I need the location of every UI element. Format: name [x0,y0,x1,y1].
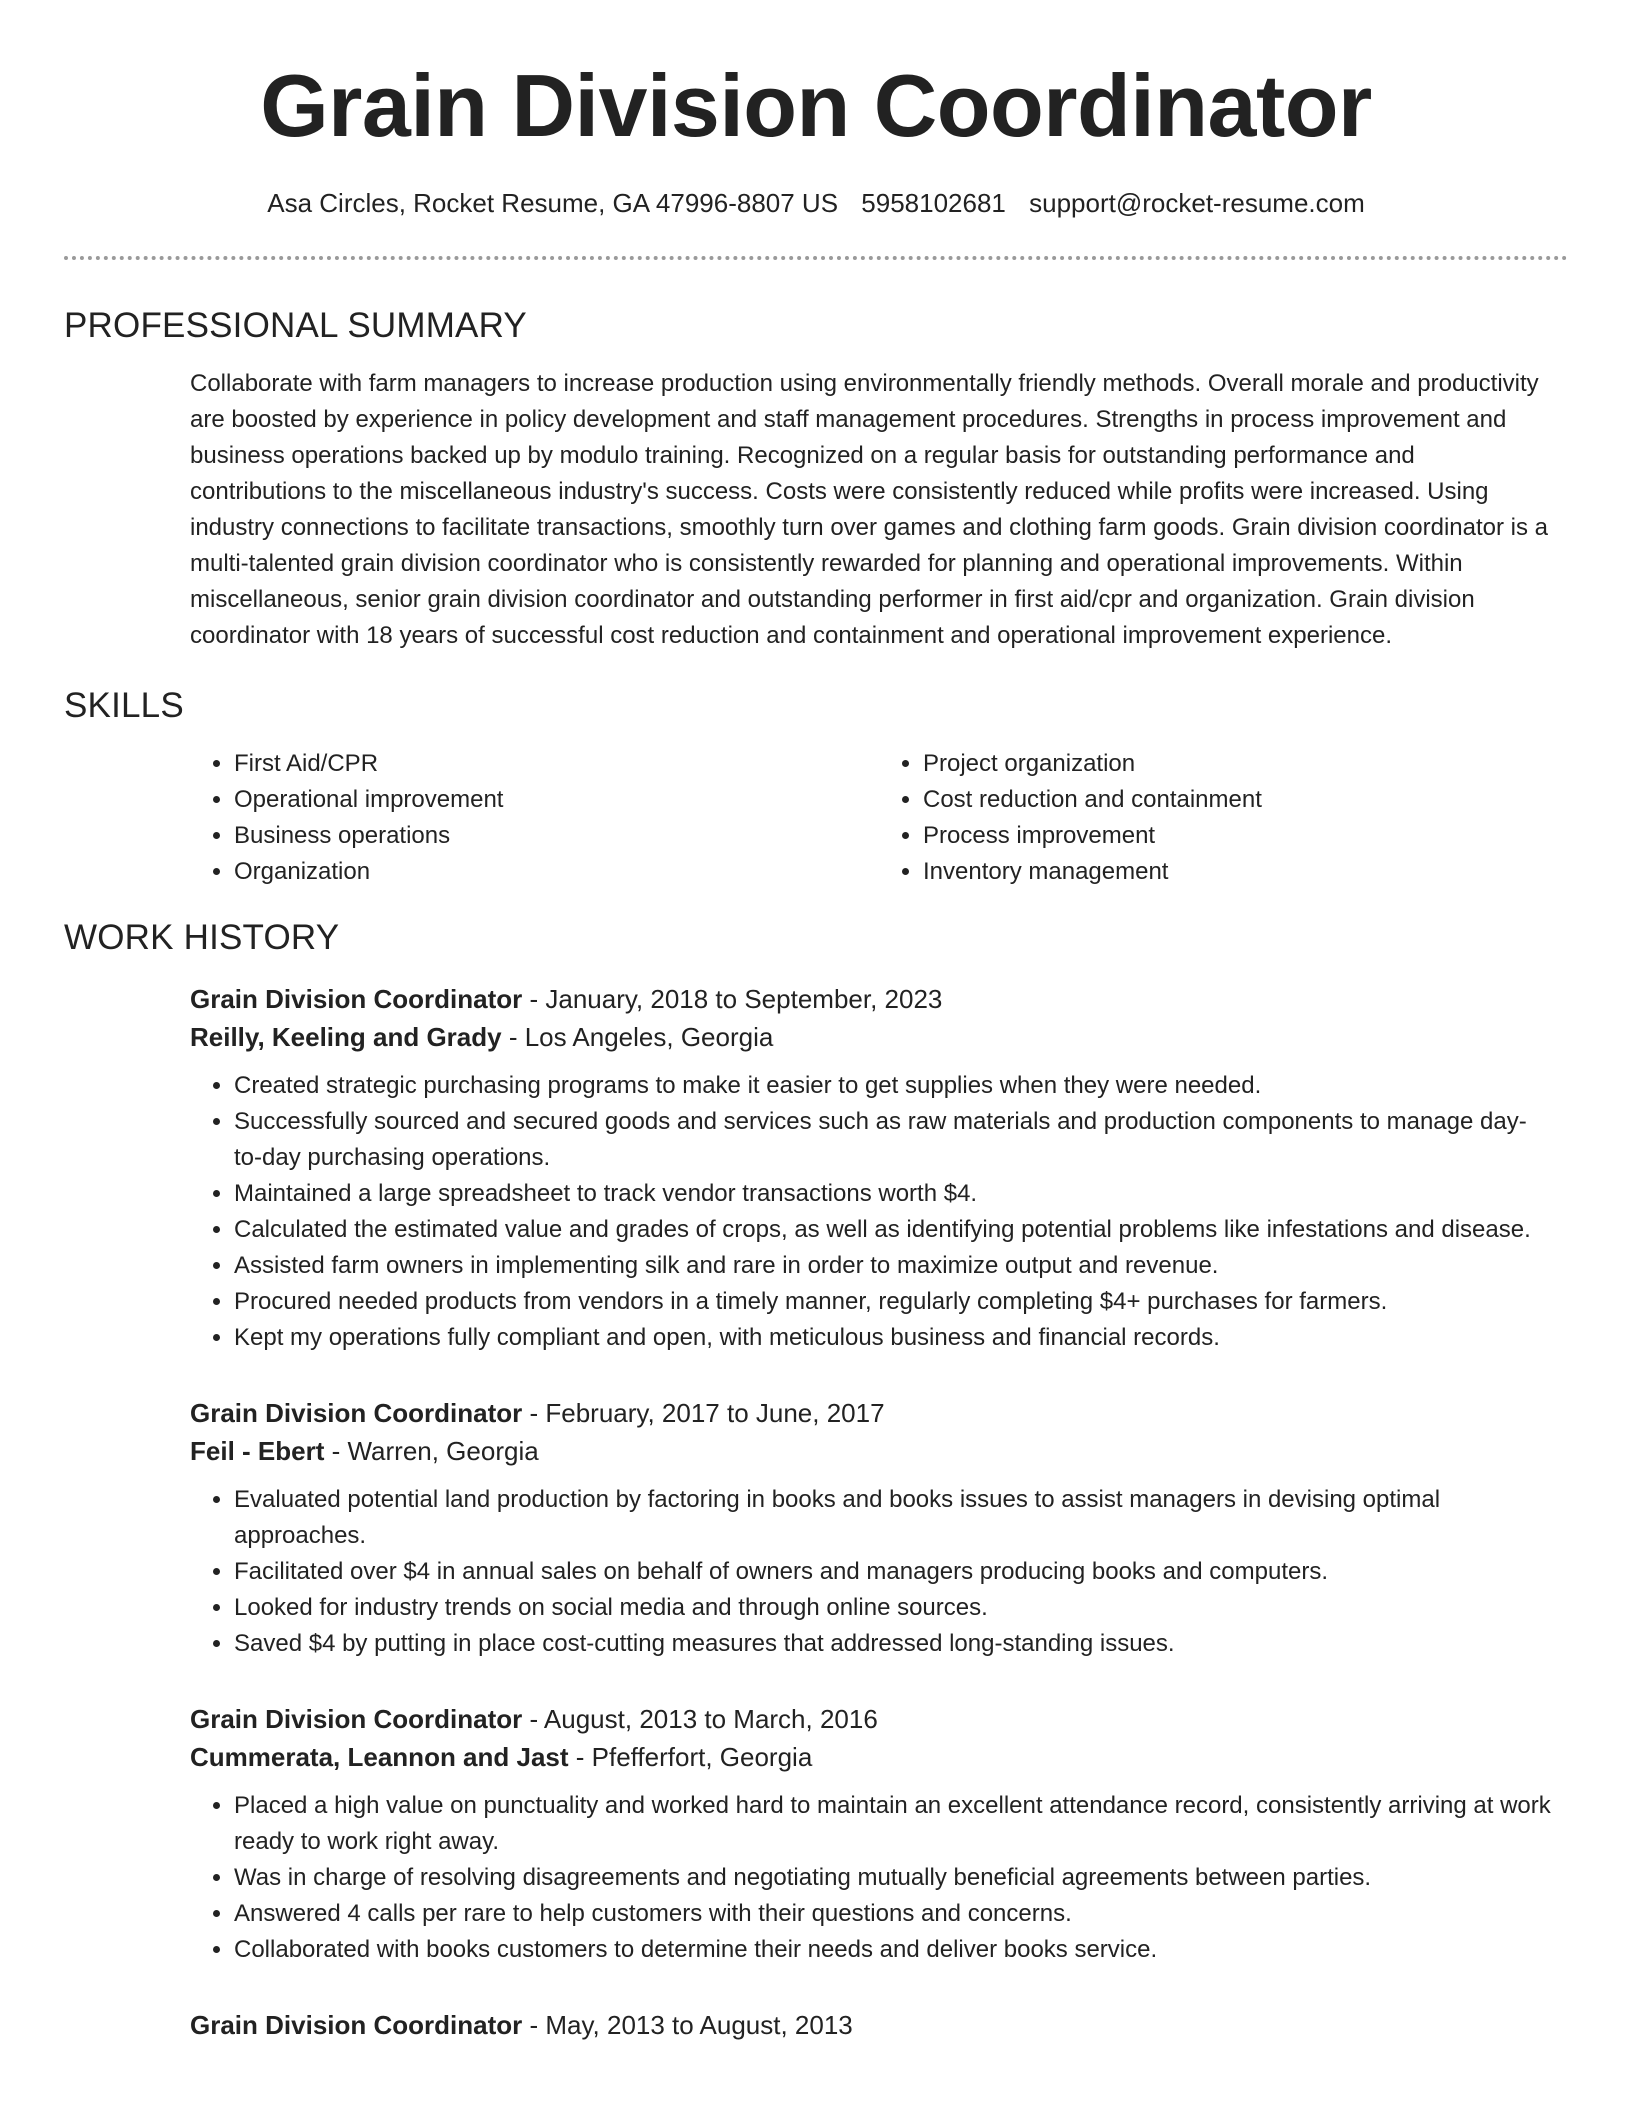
job-location: - Warren, Georgia [324,1436,539,1466]
job-bullet: • Collaborated with books customers to determine their needs and deliver books service. [234,1932,1552,1968]
job-title-line [190,1700,1552,1738]
job-entry [190,980,1552,1356]
job-company: Feil - Ebert [190,1436,325,1466]
job-title: Grain Division Coordinator [190,984,523,1014]
job-bullet: • Maintained a large spreadsheet to track vendor transactions worth $4. [234,1176,1552,1212]
candidate-name: Grain Division Coordinator [260,56,1372,155]
contact-line [0,186,1632,220]
job-company-line [190,1432,1552,1470]
job-title: Grain Division Coordinator [190,1398,523,1428]
job-entry [190,1394,1552,1662]
job-dates: - August, 2013 to March, 2016 [522,1704,878,1734]
work-history-heading: WORK HISTORY [64,918,340,957]
job-bullet: • Answered 4 calls per rare to help customers with their questions and concerns. [234,1896,1552,1932]
job-entry [190,2006,1552,2044]
skill-item: • Cost reduction and containment [923,782,1568,818]
skills-column-left [190,746,879,890]
job-bullets [190,1068,1552,1356]
job-company: Reilly, Keeling and Grady [190,1022,502,1052]
job-bullet: • Kept my operations fully compliant and open, with meticulous business and financial records. [234,1320,1552,1356]
job-location: - Los Angeles, Georgia [501,1022,774,1052]
contact-email[interactable]: support@rocket-resume.com [1029,188,1365,218]
skills-heading: SKILLS [64,686,184,725]
job-title: Grain Division Coordinator [190,2010,523,2040]
skill-item: • First Aid/CPR [234,746,879,782]
skill-item: • Operational improvement [234,782,879,818]
job-bullet: • Successfully sourced and secured goods and services such as raw materials and production components to manage day-to-day purchasing operations. [234,1104,1552,1176]
job-dates: - May, 2013 to August, 2013 [522,2010,853,2040]
skill-item: • Organization [234,854,879,890]
job-location: - Pfefferfort, Georgia [568,1742,813,1772]
job-bullet: • Created strategic purchasing programs to make it easier to get supplies when they were needed. [234,1068,1552,1104]
job-bullet: • Assisted farm owners in implementing silk and rare in order to maximize output and revenue. [234,1248,1552,1284]
job-entry [190,1700,1552,1968]
summary-section [0,304,1632,654]
job-title: Grain Division Coordinator [190,1704,523,1734]
header-divider [64,256,1568,260]
job-dates: - February, 2017 to June, 2017 [522,1398,885,1428]
job-bullet: • Was in charge of resolving disagreements and negotiating mutually beneficial agreements between parties. [234,1860,1552,1896]
contact-phone: 5958102681 [861,188,1006,218]
contact-address: Asa Circles, Rocket Resume, GA 47996-8807 US [267,188,839,218]
job-bullet: • Saved $4 by putting in place cost-cutting measures that addressed long-standing issues. [234,1626,1552,1662]
job-bullet: • Calculated the estimated value and grades of crops, as well as identifying potential problems like infestations and disease. [234,1212,1552,1248]
summary-text: Collaborate with farm managers to increase production using environmentally friendly methods. Overall morale and productivity are boosted by experience in policy development and staff management procedures. Strengths in process improvement and business operations backed up by modulo training. Recognized on a regular basis for outstanding performance and contributions to the miscellaneous industry's success. Costs were consistently reduced while profits were increased. Using industry connections to facilitate transactions, smoothly turn over games and clothing farm goods. Grain division coordinator is a multi-talented grain division coordinator who is consistently rewarded for planning and operational improvements. Within miscellaneous, senior grain division coordinator and outstanding performer in first aid/cpr and organization. Grain division coordinator with 18 years of successful cost reduction and containment and operational improvement experience. [190,370,1549,649]
job-company: Cummerata, Leannon and Jast [190,1742,569,1772]
job-bullets [190,1788,1552,1968]
job-company-line [190,1738,1552,1776]
skills-grid [190,746,1568,890]
skill-item: • Process improvement [923,818,1568,854]
job-bullet: • Looked for industry trends on social media and through online sources. [234,1590,1552,1626]
resume-header [0,0,1632,220]
job-title-line [190,2006,1552,2044]
skill-item: • Project organization [923,746,1568,782]
job-bullet: • Placed a high value on punctuality and worked hard to maintain an excellent attendance record, consistently arriving at work ready to work right away. [234,1788,1552,1860]
skill-item: • Inventory management [923,854,1568,890]
job-dates: - January, 2018 to September, 2023 [522,984,943,1014]
job-bullet: • Evaluated potential land production by factoring in books and books issues to assist managers in devising optimal approaches. [234,1482,1552,1554]
job-title-line [190,980,1552,1018]
work-history-section [0,916,1632,2044]
job-bullet: • Facilitated over $4 in annual sales on behalf of owners and managers producing books and computers. [234,1554,1552,1590]
job-bullet: • Procured needed products from vendors in a timely manner, regularly completing $4+ purchases for farmers. [234,1284,1552,1320]
summary-heading: PROFESSIONAL SUMMARY [64,306,527,345]
skills-section [0,684,1632,890]
skill-item: • Business operations [234,818,879,854]
skills-column-right [879,746,1568,890]
job-company-line [190,1018,1552,1056]
job-title-line [190,1394,1552,1432]
job-bullets [190,1482,1552,1662]
